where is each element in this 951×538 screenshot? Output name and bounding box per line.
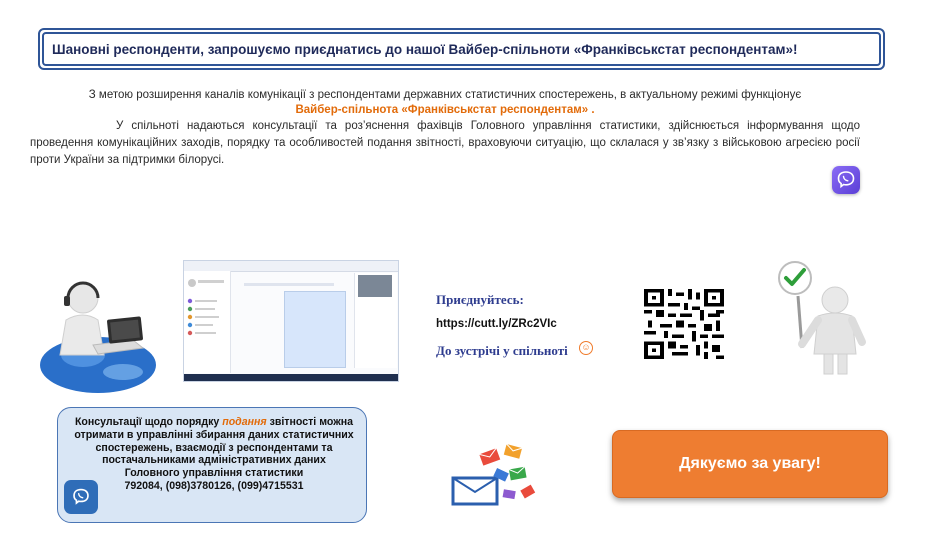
smile-icon: ☺: [579, 341, 593, 355]
person-laptop-illustration: [38, 260, 178, 395]
consultation-text: Консультації щодо порядку подання звітності можна отримати в управлінні збирання даних статистичних спостережень, взаємодії з респондентами та постачальниками адміністративних даних Головного управління статистики 792084, (098)3780126, (099)4715531: [74, 416, 354, 492]
community-link[interactable]: https://cutt.ly/ZRc2VIc: [436, 318, 557, 330]
description-text: У спільноті надаються консультації та роз’яснення фахівців Головного управління статистики, здійснюється інформування щодо проведення комунікаційних заходів, порядку та особливостей подання звітності, враховуючи ситуацію, що склалася у зв’язку з військовою агресією росії проти України за підтримки білорусі.: [30, 120, 860, 166]
thanks-banner: Дякуємо за увагу!: [612, 430, 888, 498]
man-checkmark-illustration: [770, 258, 880, 378]
intro-text: [30, 88, 860, 118]
envelopes-icon: [448, 440, 538, 510]
consultation-info-box: [57, 407, 367, 523]
organization-name: Головного управління статистики: [124, 467, 304, 480]
community-name: Вайбер-спільнота «Франківськстат респондентам» .: [295, 104, 595, 116]
viber-icon[interactable]: [64, 480, 98, 514]
phone-numbers: 792084, (098)3780126, (099)4715531: [124, 479, 304, 492]
viber-icon[interactable]: [832, 166, 860, 194]
header-banner: [38, 28, 885, 70]
viber-desktop-screenshot: [183, 260, 399, 382]
intro-line: З метою розширення каналів комунікації з респондентами державних статистичних спостережень, в актуальному режимі функціонує: [88, 89, 802, 101]
join-heading: Приєднуйтесь:: [436, 292, 524, 307]
description-paragraph: [30, 118, 860, 169]
qr-code-icon[interactable]: [644, 289, 724, 359]
see-you-text: До зустрічі у спільноті: [436, 343, 568, 358]
banner-title: Шановні респонденти, запрошуємо приєднатись до нашої Вайбер-спільноти «Франківськстат респондентам»!: [42, 32, 881, 66]
